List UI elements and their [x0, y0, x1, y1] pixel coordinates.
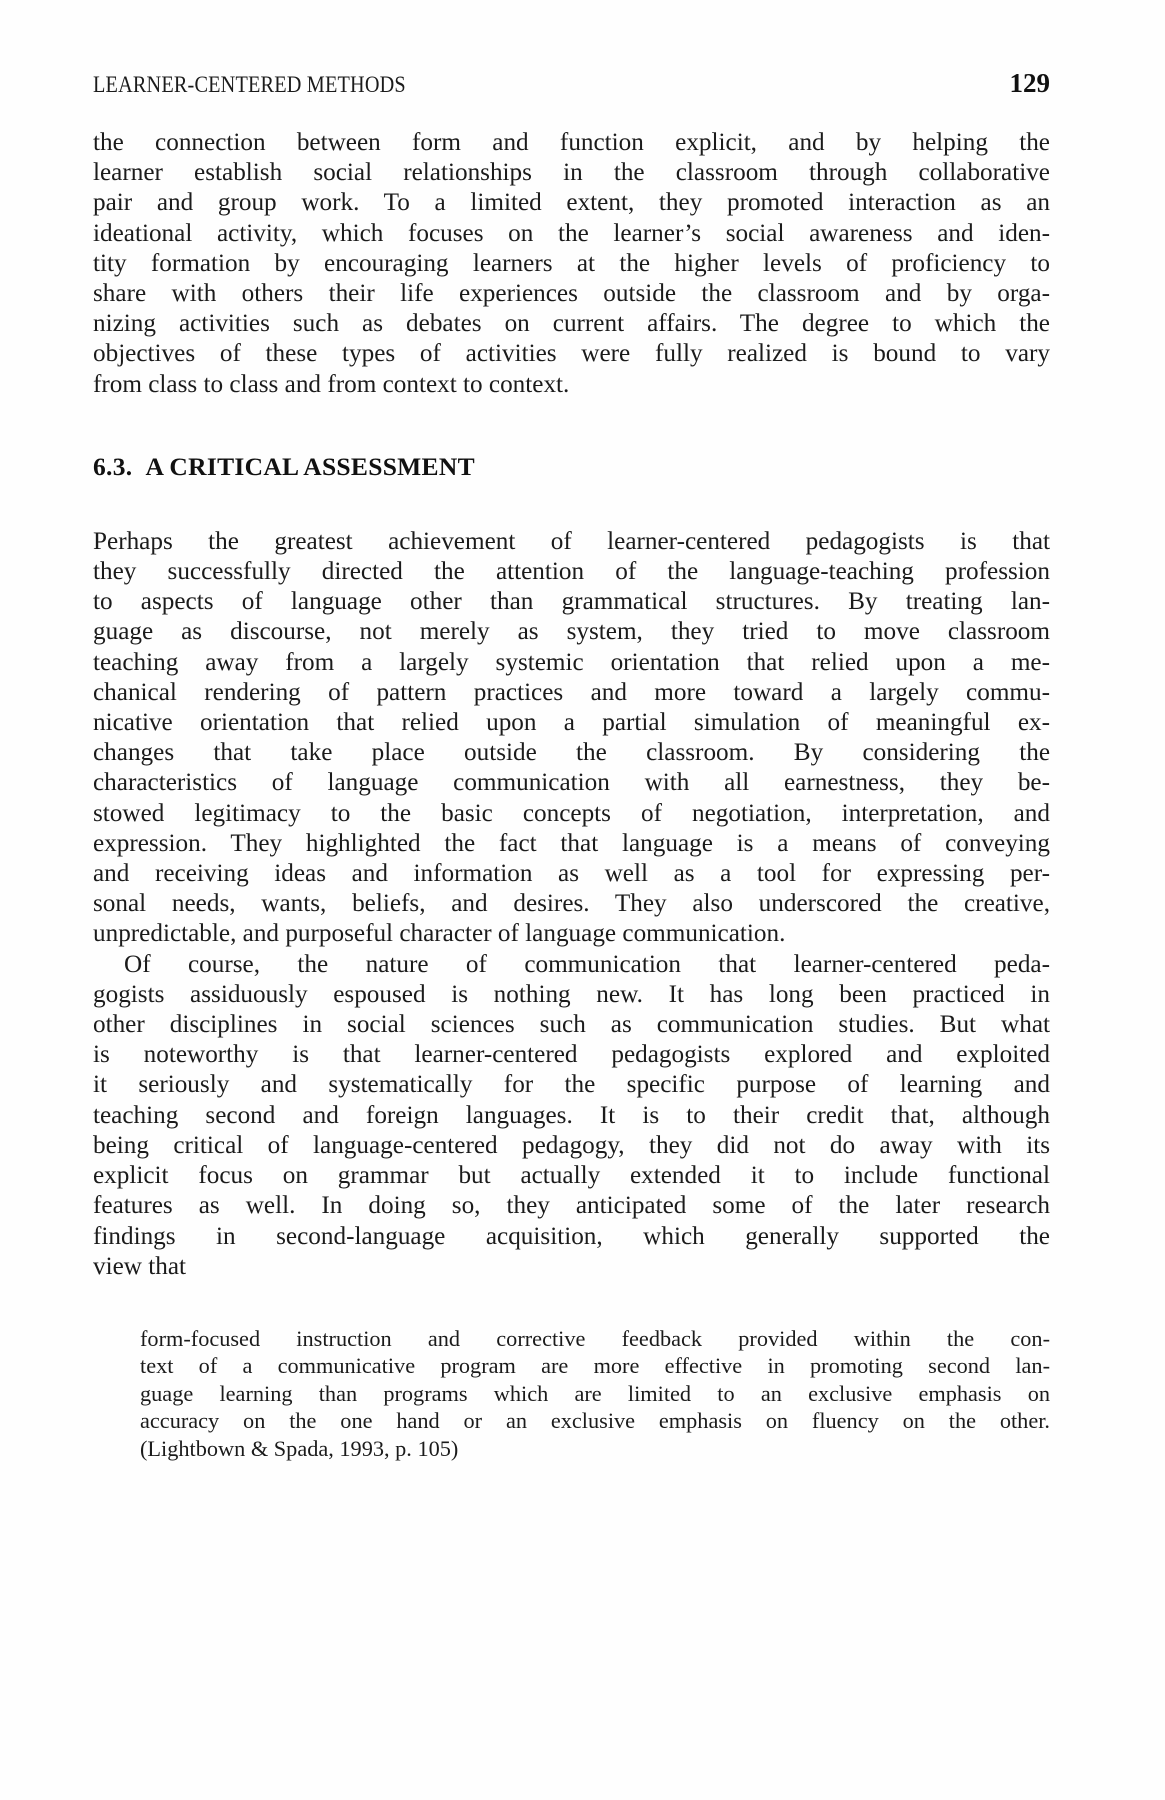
text-line: Perhaps the greatest achievement of learner-centered pedagogists is that [93, 527, 1050, 555]
text-line: the connection between form and function explicit, and by helping the [93, 129, 1050, 156]
page-number: 129 [1009, 68, 1050, 98]
section-title: A CRITICAL ASSESSMENT [145, 451, 475, 481]
section-heading [93, 452, 1050, 482]
text-line: they successfully directed the attention of the language-teaching profession [93, 558, 1050, 586]
text-line: other disciplines in social sciences such as communication studies. But what [93, 1011, 1050, 1039]
text-line: teaching second and foreign languages. It is to their credit that, although [93, 1101, 1050, 1129]
text-line: learner establish social relationships in the classroom through collaborative [93, 159, 1050, 187]
text-line: from class to class and from context to context. [93, 370, 570, 398]
text-line: explicit focus on grammar but actually extended it to include functional [93, 1162, 1050, 1190]
paragraph-assessment [93, 527, 1050, 950]
running-head [93, 68, 1050, 102]
text-line: text of a communicative program are more effective in promoting second lan- [140, 1353, 1050, 1379]
text-line: accuracy on the one hand or an exclusive emphasis on fluency on the other. [140, 1408, 1050, 1434]
text-line: tity formation by encouraging learners at the higher levels of proficiency to [93, 249, 1050, 277]
text-line: objectives of these types of activities were fully realized is bound to vary [93, 340, 1050, 368]
section-number: 6.3. [93, 451, 133, 481]
blockquote-space [93, 1282, 1050, 1325]
text-line: view that [93, 1252, 187, 1280]
text-line: expression. They highlighted the fact that language is a means of conveying [93, 829, 1050, 857]
text-line: findings in second-language acquisition, which generally supported the [93, 1222, 1050, 1250]
text-line: to aspects of language other than grammatical structures. By treating lan- [93, 588, 1050, 616]
text-line: changes that take place outside the classroom. By considering the [93, 739, 1050, 767]
text-line: teaching away from a largely systemic orientation that relied upon a me- [93, 648, 1050, 676]
text-line: form-focused instruction and corrective feedback provided within the con- [140, 1325, 1050, 1351]
running-head-title: LEARNER-CENTERED METHODS [93, 72, 406, 97]
heading-space [93, 400, 1050, 452]
paragraph-continuation [93, 128, 1050, 400]
text-line: pair and group work. To a limited extent, they promoted interaction as an [93, 189, 1050, 217]
text-line: nicative orientation that relied upon a partial simulation of meaningful ex- [93, 709, 1050, 737]
text-line: is noteworthy is that learner-centered pedagogists explored and exploited [93, 1041, 1050, 1069]
text-line: nizing activities such as debates on current affairs. The degree to which the [93, 310, 1050, 338]
text-line: features as well. In doing so, they anticipated some of the later research [93, 1192, 1050, 1220]
text-line: share with others their life experiences outside the classroom and by orga- [93, 280, 1050, 308]
text-line: guage as discourse, not merely as system, they tried to move classroom [93, 618, 1050, 646]
text-line: chanical rendering of pattern practices and more toward a largely commu- [93, 678, 1050, 706]
text-line: unpredictable, and purposeful character of language communication. [93, 920, 786, 948]
text-line: gogists assiduously espoused is nothing new. It has long been practiced in [93, 980, 1050, 1008]
text-line: it seriously and systematically for the specific purpose of learning and [93, 1071, 1050, 1099]
text-line: (Lightbown & Spada, 1993, p. 105) [140, 1435, 459, 1461]
heading-space-after [93, 482, 1050, 527]
text-line: and receiving ideas and information as well as a tool for expressing per- [93, 860, 1050, 888]
text-line: sonal needs, wants, beliefs, and desires. They also underscored the creative, [93, 890, 1050, 918]
text-line: guage learning than programs which are limited to an exclusive emphasis on [140, 1380, 1050, 1406]
paragraph-of-course [93, 950, 1050, 1282]
text-line: characteristics of language communication with all earnestness, they be- [93, 769, 1050, 797]
text-line: ideational activity, which focuses on the learner’s social awareness and iden- [93, 219, 1050, 247]
text-column [93, 128, 1050, 1462]
text-line: Of course, the nature of communication that learner-centered peda- [124, 950, 1050, 978]
text-line: being critical of language-centered pedagogy, they did not do away with its [93, 1131, 1050, 1159]
block-quote [140, 1325, 1050, 1462]
text-line: stowed legitimacy to the basic concepts of negotiation, interpretation, and [93, 799, 1050, 827]
